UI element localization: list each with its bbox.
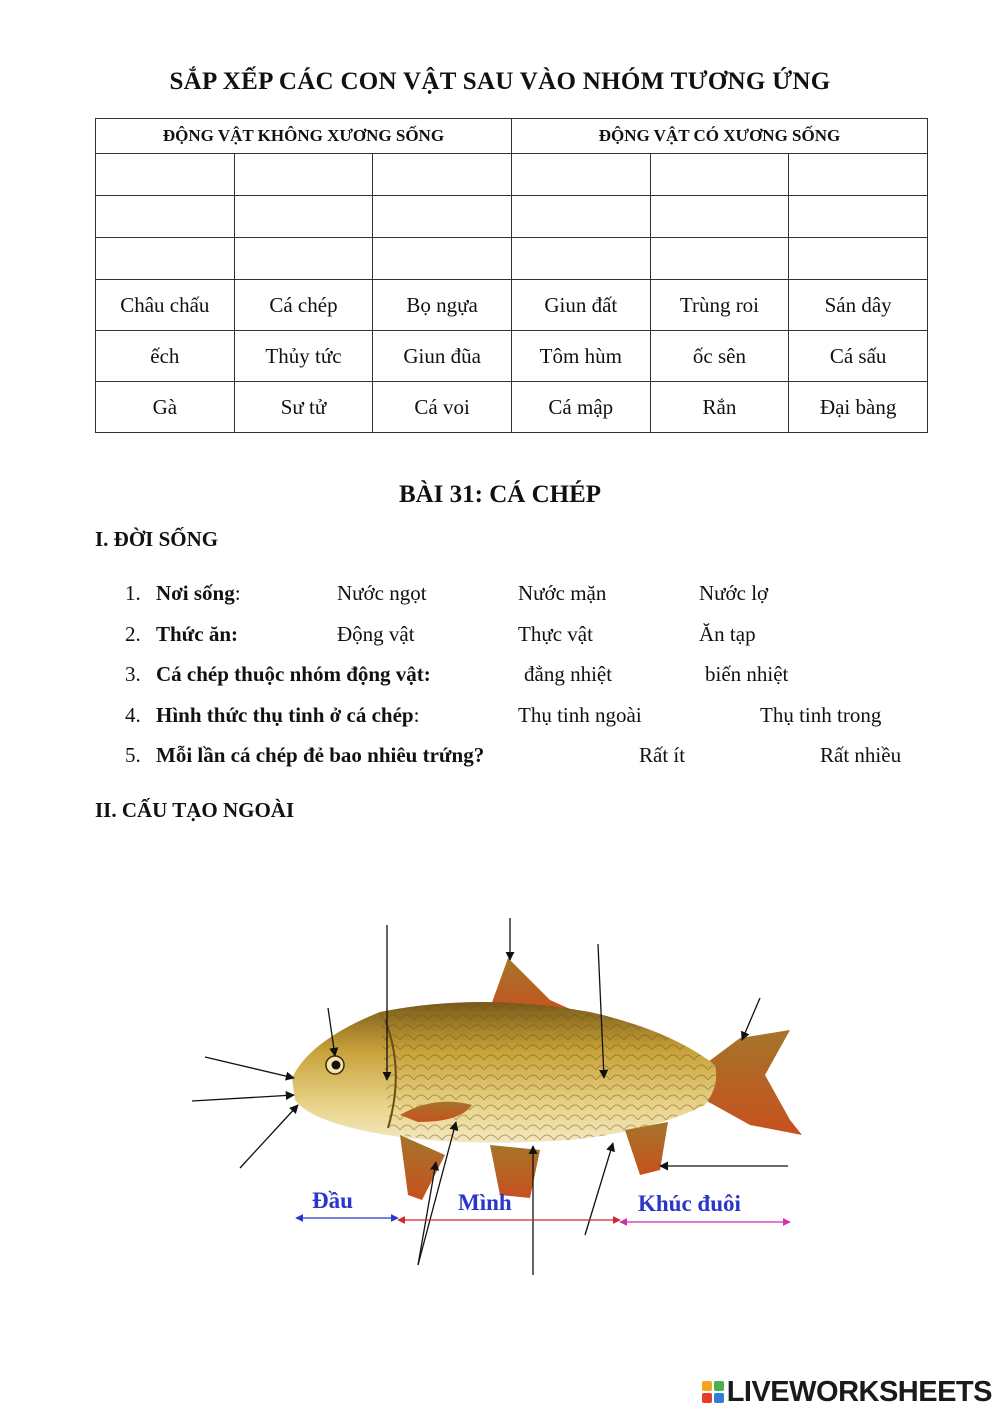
- option-an-tap[interactable]: Ăn tạp: [699, 622, 756, 646]
- question-number: 4.: [125, 703, 141, 727]
- animal-card[interactable]: Cá sấu: [789, 331, 928, 382]
- question-number: 2.: [125, 622, 141, 646]
- option-rat-nhieu[interactable]: Rất nhiều: [820, 743, 902, 767]
- option-bien-nhiet[interactable]: biến nhiệt: [705, 662, 789, 686]
- option-thu-tinh-trong[interactable]: Thụ tinh trong: [760, 703, 882, 727]
- answer-cell[interactable]: [96, 154, 235, 196]
- option-dang-nhiet[interactable]: đẳng nhiệt: [524, 662, 613, 686]
- question-number: 5.: [125, 743, 141, 767]
- header-vertebrates: ĐỘNG VẬT CÓ XƯƠNG SỐNG: [511, 119, 927, 154]
- header-invertebrates: ĐỘNG VẬT KHÔNG XƯƠNG SỐNG: [96, 119, 512, 154]
- question-3: [0, 662, 1000, 688]
- section-heading-structure: II. CẤU TẠO NGOÀI: [95, 798, 295, 822]
- answer-cell[interactable]: [511, 238, 650, 280]
- animal-card[interactable]: Sán dây: [789, 280, 928, 331]
- worksheet-title: SẮP XẾP CÁC CON VẬT SAU VÀO NHÓM TƯƠNG ỨNG: [169, 68, 831, 95]
- animal-card[interactable]: Sư tử: [234, 382, 373, 433]
- animal-card[interactable]: ếch: [96, 331, 235, 382]
- animal-card[interactable]: Cá voi: [373, 382, 512, 433]
- answer-cell[interactable]: [789, 196, 928, 238]
- carp-diagram: [190, 900, 810, 1290]
- label-head: Đầu: [312, 1188, 353, 1213]
- animal-card[interactable]: Cá chép: [234, 280, 373, 331]
- animal-card[interactable]: Châu chấu: [96, 280, 235, 331]
- answer-cell[interactable]: [650, 196, 789, 238]
- liveworksheets-logo: [702, 1375, 992, 1409]
- option-nuoc-man[interactable]: Nước mặn: [518, 581, 607, 605]
- label-tail: Khúc đuôi: [638, 1191, 741, 1216]
- answer-cell[interactable]: [373, 238, 512, 280]
- animal-card[interactable]: Tôm hùm: [511, 331, 650, 382]
- answer-cell[interactable]: [650, 154, 789, 196]
- animal-card[interactable]: Giun đũa: [373, 331, 512, 382]
- option-thuc-vat[interactable]: Thực vật: [518, 622, 593, 646]
- answer-cell[interactable]: [650, 238, 789, 280]
- animal-card[interactable]: Giun đất: [511, 280, 650, 331]
- section-heading-life: I. ĐỜI SỐNG: [95, 527, 219, 551]
- animal-card[interactable]: Thủy tức: [234, 331, 373, 382]
- question-text: Nơi sống: [156, 581, 235, 605]
- animal-card[interactable]: Bọ ngựa: [373, 280, 512, 331]
- answer-cell[interactable]: [789, 154, 928, 196]
- answer-cell[interactable]: [373, 196, 512, 238]
- logo-text: LIVEWORKSHEETS: [726, 1375, 992, 1408]
- answer-cell[interactable]: [234, 238, 373, 280]
- answer-cell[interactable]: [511, 196, 650, 238]
- sorting-table: [95, 118, 928, 433]
- option-thu-tinh-ngoai[interactable]: Thụ tinh ngoài: [518, 703, 642, 727]
- question-text: Thức ăn:: [156, 622, 239, 646]
- lesson-title: BÀI 31: CÁ CHÉP: [398, 481, 602, 508]
- answer-cell[interactable]: [511, 154, 650, 196]
- animal-card[interactable]: Trùng roi: [650, 280, 789, 331]
- question-text: Cá chép thuộc nhóm động vật:: [156, 662, 431, 686]
- anal-fin: [625, 1122, 668, 1175]
- question-text: Hình thức thụ tinh ở cá chép: [156, 703, 414, 727]
- label-body: Mình: [458, 1190, 512, 1215]
- animal-card[interactable]: Đại bàng: [789, 382, 928, 433]
- option-nuoc-ngot[interactable]: Nước ngọt: [337, 581, 427, 605]
- question-1: [0, 581, 1000, 607]
- option-dong-vat[interactable]: Động vật: [337, 622, 415, 646]
- animal-card[interactable]: Gà: [96, 382, 235, 433]
- animal-card[interactable]: Cá mập: [511, 382, 650, 433]
- answer-cell[interactable]: [234, 154, 373, 196]
- question-text: Mỗi lần cá chép đẻ bao nhiêu trứng?: [156, 743, 485, 767]
- question-number: 3.: [125, 662, 141, 686]
- question-2: [0, 622, 1000, 648]
- question-suffix: :: [413, 703, 420, 727]
- option-nuoc-lo[interactable]: Nước lợ: [699, 581, 769, 605]
- answer-cell[interactable]: [373, 154, 512, 196]
- question-suffix: :: [234, 581, 241, 605]
- answer-cell[interactable]: [96, 196, 235, 238]
- logo-tiles-icon: [702, 1381, 724, 1403]
- answer-cell[interactable]: [234, 196, 373, 238]
- question-number: 1.: [125, 581, 141, 605]
- animal-card[interactable]: ốc sên: [650, 331, 789, 382]
- option-rat-it[interactable]: Rất ít: [639, 743, 686, 767]
- answer-cell[interactable]: [96, 238, 235, 280]
- answer-cell[interactable]: [789, 238, 928, 280]
- animal-card[interactable]: Rắn: [650, 382, 789, 433]
